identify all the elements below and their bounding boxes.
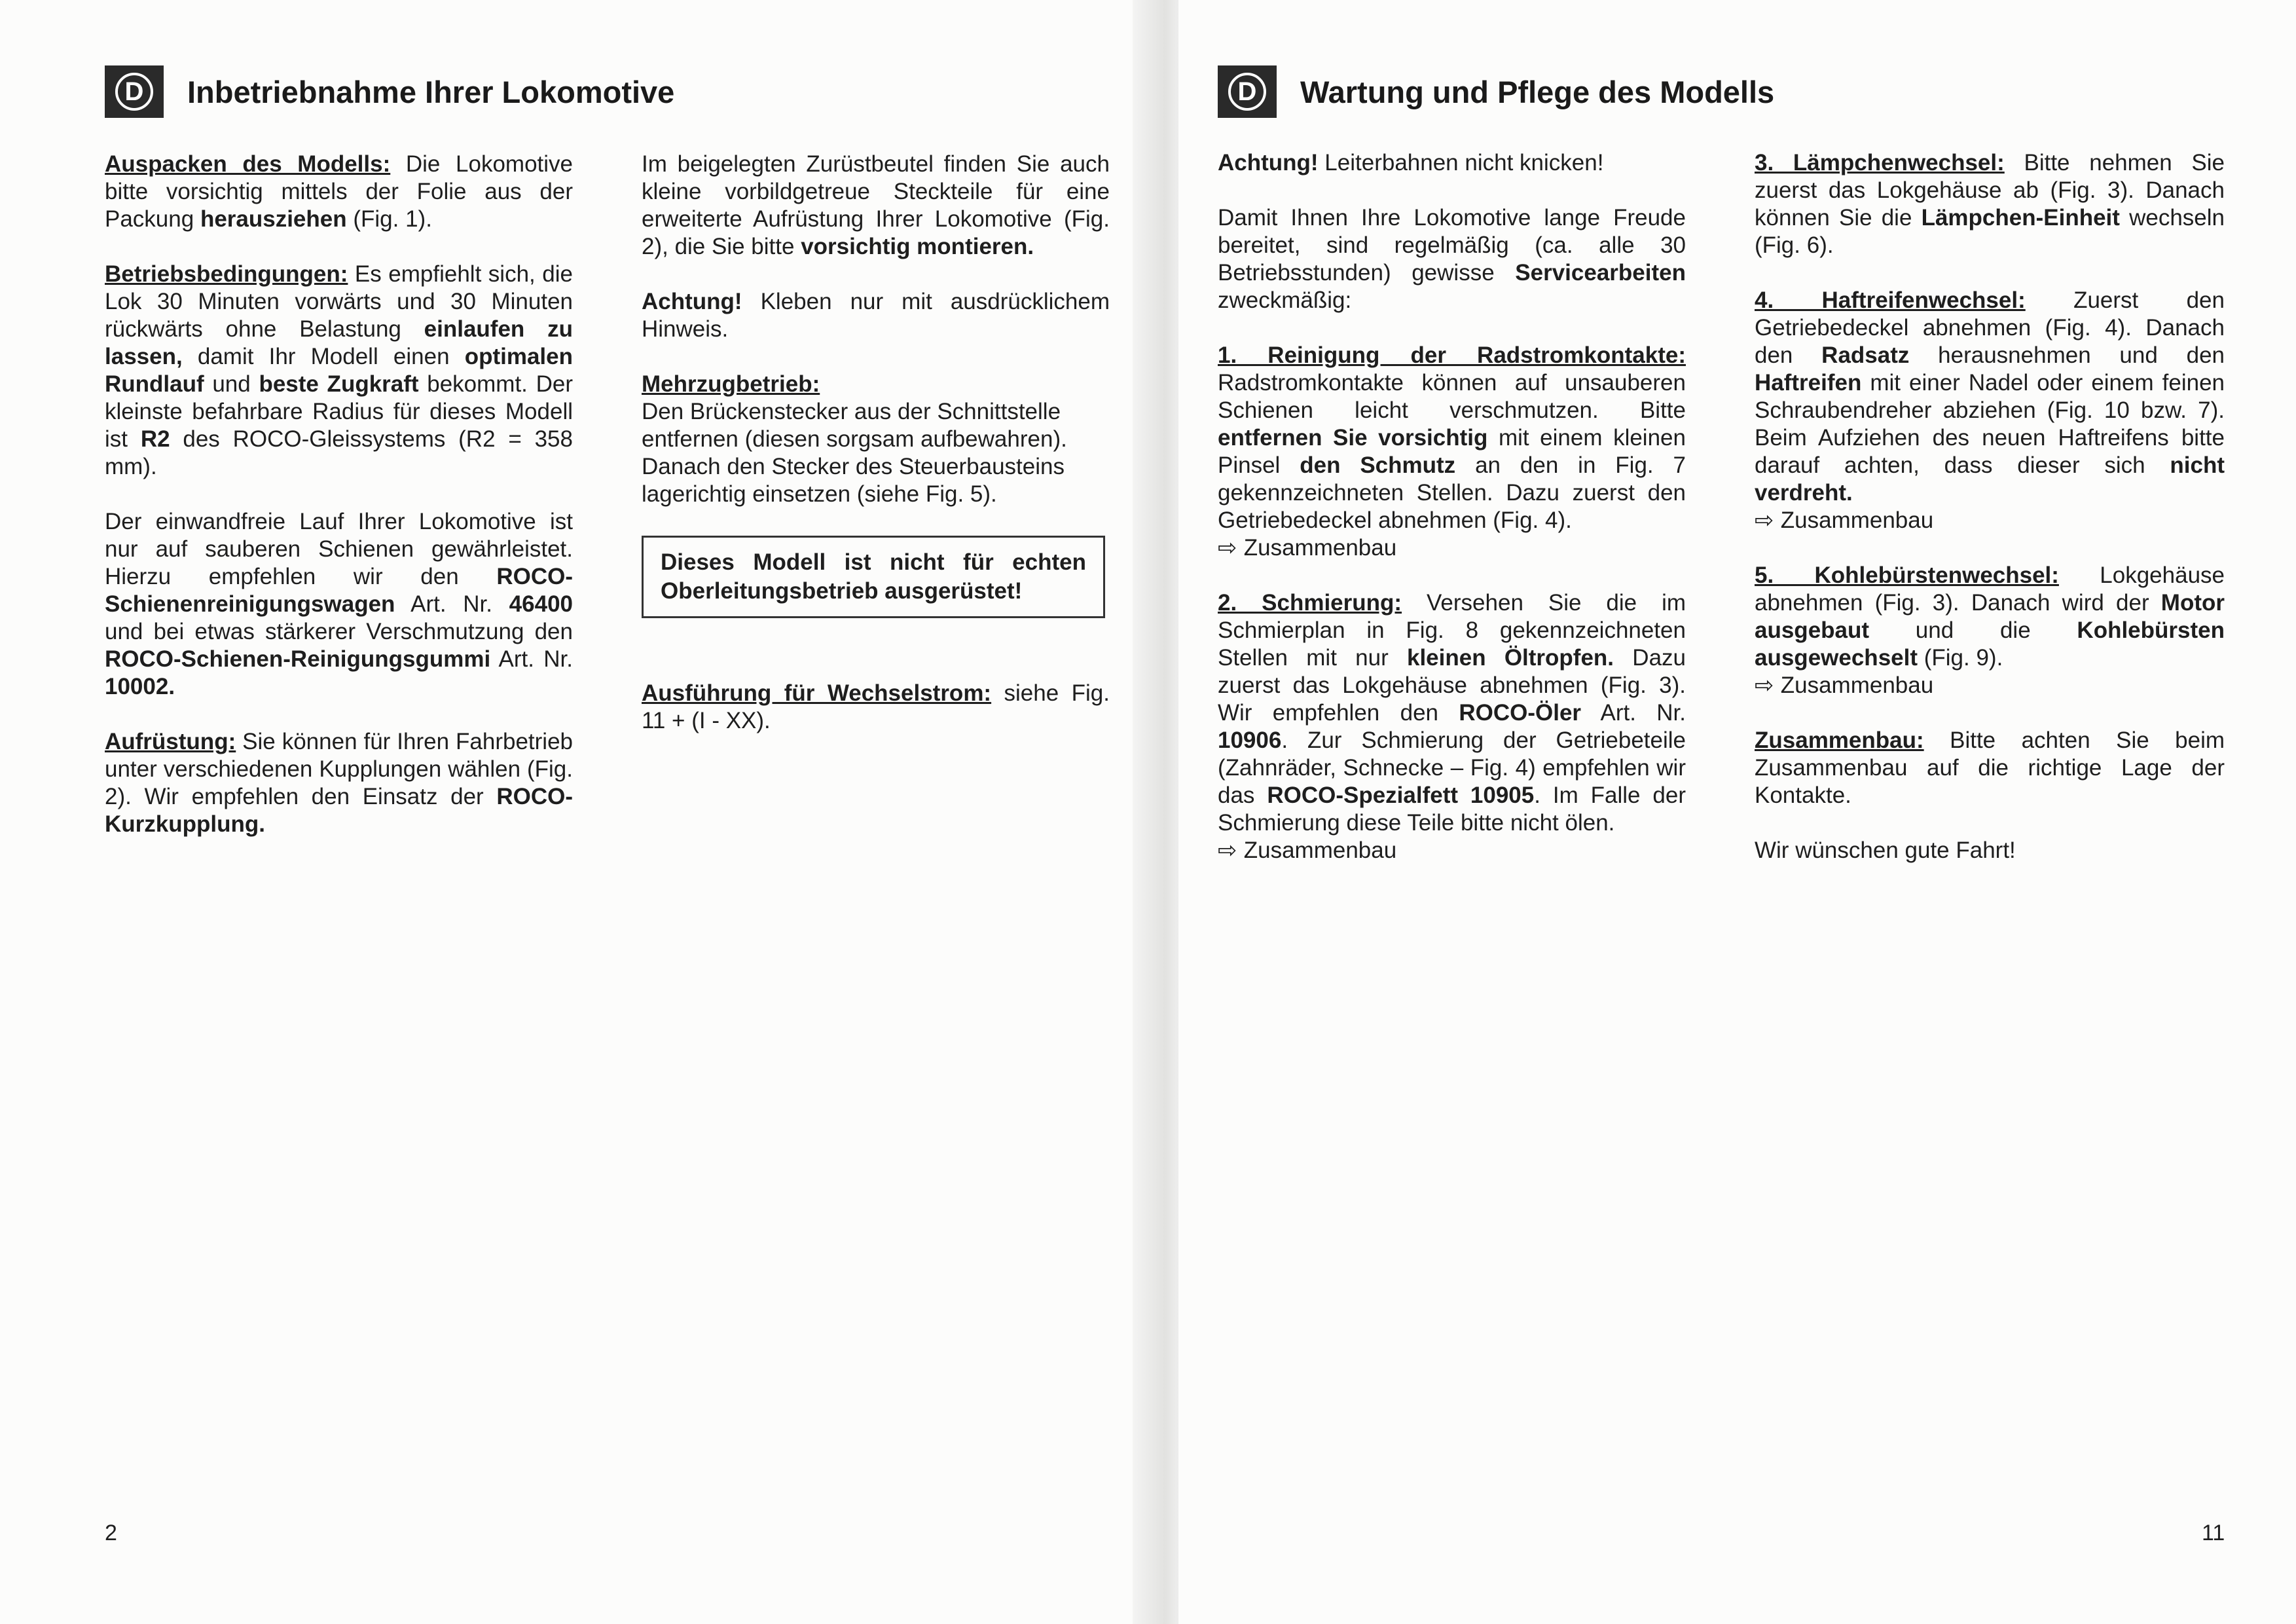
paragraph-lubrication: 2. Schmierung: Versehen Sie die im Schmierplan in Fig. 8 gekennzeichneten Stellen mit nur kleinen Öltropfen. Dazu zuerst das Lokgehäuse abnehmen (Fig. 3). Wir empfehlen den ROCO-Öler Art. Nr. 10906. Zur Schmierung der Getriebeteile (Zahnräder, Schnecke – Fig. 4) empfehlen wir das ROCO-Spezialfett 10905. Im Falle der Schmierung diese Teile bitte nicht ölen. ⇨ Zusammenbau [1218, 590, 1686, 863]
arrow-right-icon: ⇨ [1218, 838, 1237, 863]
paragraph-service-intro: Damit Ihnen Ihre Lokomotive lange Freude bereitet, sind regelmäßig (ca. alle 30 Betriebsstunden) gewisse Servicearbeiten zweckmäßig: [1218, 205, 1686, 313]
left-column-1 [105, 151, 573, 866]
paragraph-clean-track: Der einwandfreie Lauf Ihrer Lokomotive ist nur auf sauberen Schienen gewährleistet. Hierzu empfehlen wir den ROCO-Schienenreinigungswagen Art. Nr. 46400 und bei etwas stärkerer Verschmutzung den ROCO-Schienen-Reinigungsgummi Art. Nr. 10002. [105, 509, 573, 699]
paragraph-upgrade: Aufrüstung: Sie können für Ihren Fahrbetrieb unter verschiedenen Kupplungen wählen (Fig. 2). Wir empfehlen den Einsatz der ROCO-Kurzkupplung. [105, 729, 573, 837]
right-page [1178, 0, 2296, 1624]
paragraph-caution-traces: Achtung! Leiterbahnen nicht knicken! [1218, 150, 1604, 175]
left-column-2 [642, 151, 1110, 762]
page-title: Wartung und Pflege des Modells [1300, 74, 1775, 109]
right-header [1218, 65, 1774, 118]
language-badge: D [105, 65, 164, 118]
right-column-1 [1218, 149, 1686, 892]
page-number: 2 [105, 1521, 117, 1545]
paragraph-ac-version: Ausführung für Wechselstrom: siehe Fig. 11 + (I - XX). [642, 680, 1110, 733]
right-column-2 [1755, 149, 2225, 892]
paragraph-multi-train: Mehrzugbetrieb: Den Brückenstecker aus der Schnittstelle entfernen (diesen sorgsam aufbewahren). Danach den Stecker des Steuerbausteins lagerichtig einsetzen (siehe Fig. 5). [642, 371, 1067, 507]
language-badge: D [1218, 65, 1277, 118]
bleed-through [59, 766, 67, 802]
notice-box: Dieses Modell ist nicht für echten Oberleitungsbetrieb ausgerüstet! [642, 536, 1105, 618]
page-title: Inbetriebnahme Ihrer Lokomotive [187, 74, 675, 109]
paragraph-reassembly: Zusammenbau: Bitte achten Sie beim Zusammenbau auf die richtige Lage der Kontakte. [1755, 728, 2225, 808]
paragraph-traction-tyre: 4. Haftreifenwechsel: Zuerst den Getriebedeckel abnehmen (Fig. 4). Danach den Radsatz herausnehmen und den Haftreifen mit einer Nadel oder einem feinen Schraubendreher abziehen (Fig. 10 bzw. 7). Beim Aufziehen des neuen Haftreifens bitte darauf achten, dass dieser sich nicht verdreht. ⇨ Zusammenbau [1755, 287, 2225, 533]
arrow-right-icon: ⇨ [1755, 673, 1774, 698]
paragraph-unpacking: Auspacken des Modells: Die Lokomotive bitte vorsichtig mittels der Folie aus der Packung herausziehen (Fig. 1). [105, 151, 573, 232]
paragraph-closing: Wir wünschen gute Fahrt! [1755, 838, 2016, 863]
paragraph-wheel-contacts: 1. Reinigung der Radstromkontakte: Radstromkontakte können auf unsauberen Schienen leicht verschmutzen. Bitte entfernen Sie vorsichtig mit einem kleinen Pinsel den Schmutz an den in Fig. 7 gekennzeichneten Stellen. Dazu zuerst den Getriebedeckel abnehmen (Fig. 4). ⇨ Zusammenbau [1218, 342, 1686, 561]
paragraph-caution-glue: Achtung! Kleben nur mit ausdrücklichem Hinweis. [642, 289, 1110, 342]
arrow-right-icon: ⇨ [1218, 535, 1237, 561]
paragraph-lamp-change: 3. Lämpchenwechsel: Bitte nehmen Sie zuerst das Lokgehäuse ab (Fig. 3). Danach können Sie die Lämpchen-Einheit wechseln (Fig. 6). [1755, 150, 2225, 258]
left-header [105, 65, 674, 118]
paragraph-accessories: Im beigelegten Zurüstbeutel finden Sie auch kleine vorbildgetreue Steckteile für eine erweiterte Aufrüstung Ihrer Lokomotive (Fig. 2), die Sie bitte vorsichtig montieren. [642, 151, 1110, 259]
arrow-right-icon: ⇨ [1755, 507, 1774, 533]
page-number: 11 [2202, 1521, 2225, 1545]
paragraph-operating-conditions: Betriebsbedingungen: Es empfiehlt sich, die Lok 30 Minuten vorwärts und 30 Minuten rückwärts ohne Belastung einlaufen zu lassen, damit Ihr Modell einen optimalen Rundlauf und beste Zugkraft bekommt. Der kleinste befahrbare Radius für dieses Modell ist R2 des ROCO-Gleissystems (R2 = 358 mm). [105, 261, 573, 479]
paragraph-carbon-brush: 5. Kohlebürstenwechsel: Lokgehäuse abnehmen (Fig. 3). Danach wird der Motor ausgebaut und die Kohlebürsten ausgewechselt (Fig. 9). ⇨ Zusammenbau [1755, 563, 2225, 698]
